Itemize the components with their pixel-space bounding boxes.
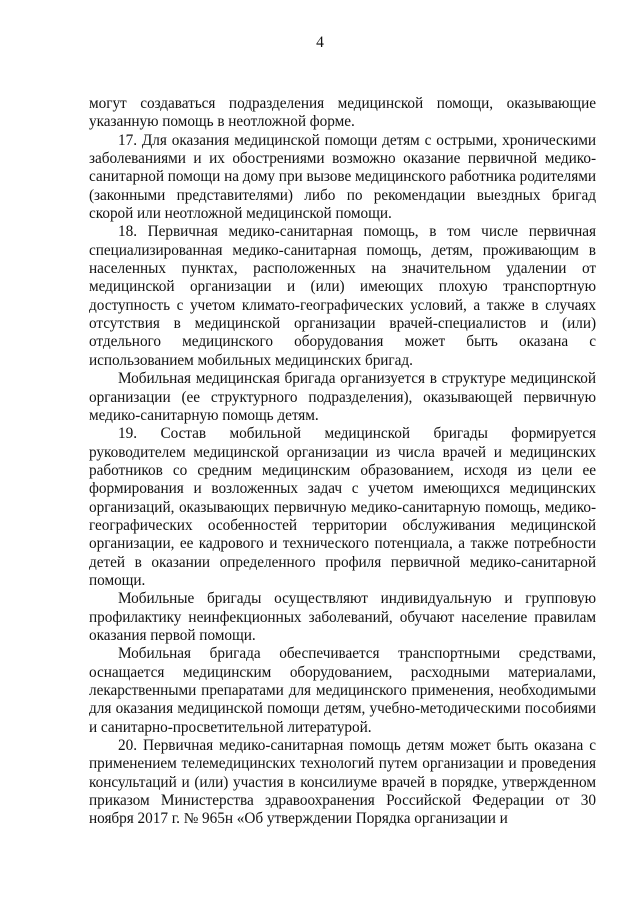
paragraph-mobile-brigade-prevention: Мобильные бригады осуществляют индивидуальную и групповую профилактику неинфекционных заболеваний, обучают население правилам оказания первой помощи. xyxy=(89,590,596,644)
paragraph-item-17: 17. Для оказания медицинской помощи детям с острыми, хроническими заболеваниями и их обострениями возможно оказание первичной медико-санитарной помощи на дому при вызове медицинского работника родителями (законными представителями) либо по рекомендации выездных бригад скорой или неотложной медицинской помощи. xyxy=(89,131,596,223)
paragraph-item-19: 19. Состав мобильной медицинской бригады формируется руководителем медицинской организации из числа врачей и медицинских работников со средним медицинским образованием, исходя из цели ее формирования и возложенных задач с учетом имеющихся медицинских организаций, оказывающих первичную медико-санитарную помощь, медико-географических особенностей территории обслуживания медицинской организации, ее кадрового и технического потенциала, а также потребности детей в оказании определенного профиля первичной медико-санитарной помощи. xyxy=(89,425,596,589)
document-body xyxy=(89,95,596,829)
paragraph-mobile-brigade-equipment: Мобильная бригада обеспечивается транспортными средствами, оснащается медицинским оборудованием, расходными материалами, лекарственными препаратами для медицинского применения, необходимыми для оказания медицинской помощи детям, учебно-методическими пособиями и санитарно-просветительной литературой. xyxy=(89,645,596,736)
paragraph-item-20: 20. Первичная медико-санитарная помощь детям может быть оказана с применением телемедицинских технологий путем организации и проведения консультаций и (или) участия в консилиуме врачей в порядке, утвержденном приказом Министерства здравоохранения Российской Федерации от 30 ноября 2017 г. № 965н «Об утверждении Порядка организации и xyxy=(89,737,596,828)
paragraph-item-18: 18. Первичная медико-санитарная помощь, в том числе первичная специализированная медико-санитарная помощь, детям, проживающим в населенных пунктах, расположенных на значительном удалении от медицинской организации и (или) имеющих плохую транспортную доступность с учетом климато-географических условий, а также в случаях отсутствия в медицинской организации врачей-специалистов и (или) отдельного медицинского оборудования может быть оказана с использованием мобильных медицинских бригад. xyxy=(89,223,596,369)
paragraph-continuation: могут создаваться подразделения медицинской помощи, оказывающие указанную помощь в неотложной форме. xyxy=(89,95,596,131)
paragraph-mobile-brigade-organization: Мобильная медицинская бригада организуется в структуре медицинской организации (ее структурного подразделения), оказывающей первичную медико-санитарную помощь детям. xyxy=(89,370,596,424)
page-number: 4 xyxy=(316,34,324,51)
